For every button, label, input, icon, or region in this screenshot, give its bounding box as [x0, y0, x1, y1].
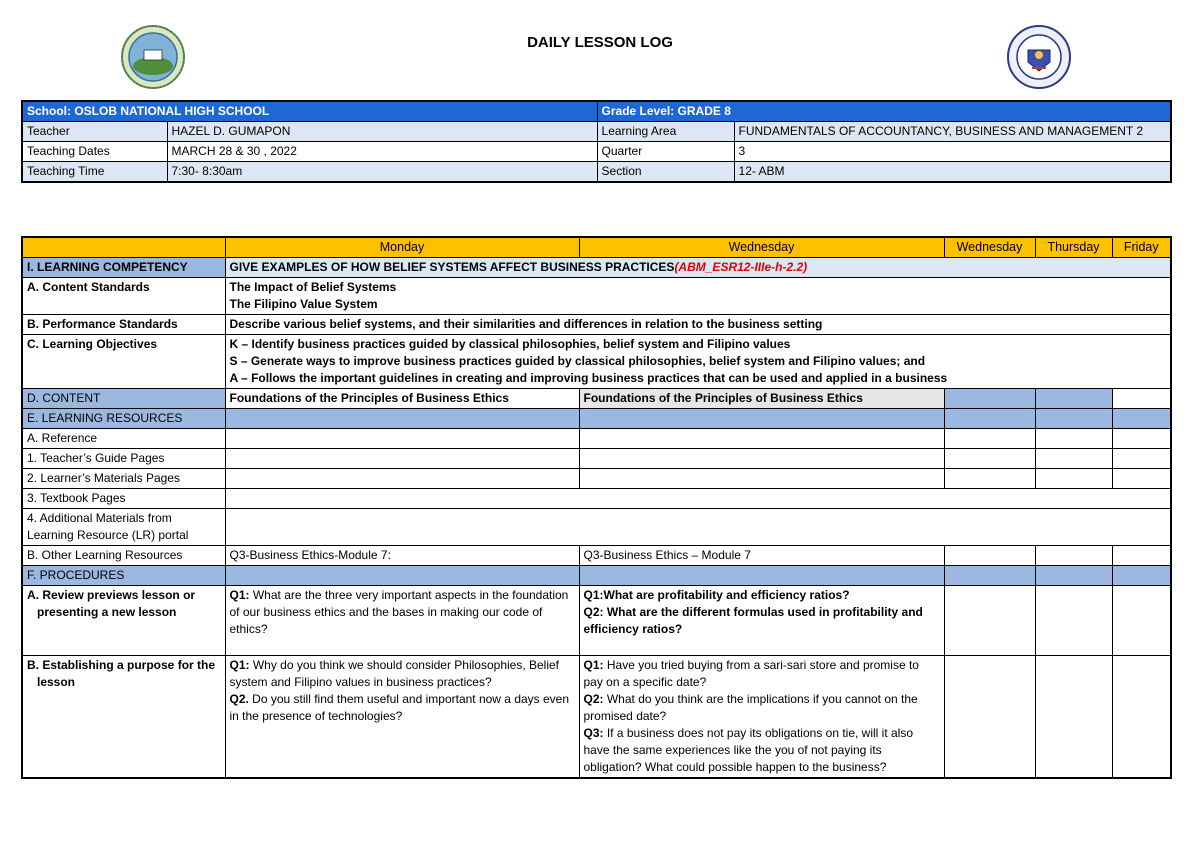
school-name: School: OSLOB NATIONAL HIGH SCHOOL [22, 101, 597, 122]
content-label: D. CONTENT [22, 389, 225, 409]
content-wednesday: Foundations of the Principles of Business Ethics [579, 389, 944, 409]
learning-objectives-value: K – Identify business practices guided by classical philosophies, belief system and Filipino values S – Generate ways to improve business practices guided by classical philosophies, belief system and Filipino values; and A – Follows the important guidelines in creating and improving business practices that can be used and applied in a business [225, 335, 1171, 389]
section-value: 12- ABM [734, 162, 1171, 183]
procedures-empty-cell [1035, 566, 1112, 586]
day-header-wednesday: Wednesday [579, 237, 944, 258]
teachers-guide-label: 1. Teacher’s Guide Pages [22, 449, 225, 469]
empty-cell [579, 469, 944, 489]
empty-cell [1035, 429, 1112, 449]
teacher-value: HAZEL D. GUMAPON [167, 122, 597, 142]
lesson-log-table [21, 236, 1172, 779]
content-standards-label: A. Content Standards [22, 278, 225, 315]
document-title: DAILY LESSON LOG [527, 34, 673, 51]
empty-cell [225, 449, 579, 469]
resources-empty-cell [225, 409, 579, 429]
procedures-empty-cell [1112, 566, 1171, 586]
learning-resources-label: E. LEARNING RESOURCES [22, 409, 225, 429]
reference-label: A. Reference [22, 429, 225, 449]
other-resources-wednesday: Q3-Business Ethics – Module 7 [579, 546, 944, 566]
teaching-time-label: Teaching Time [22, 162, 167, 183]
content-standards-value: The Impact of Belief Systems The Filipino Value System [225, 278, 1171, 315]
empty-cell [1112, 656, 1171, 779]
empty-cell [944, 449, 1035, 469]
grade-level: Grade Level: GRADE 8 [597, 101, 1171, 122]
purpose-monday: Q1: Why do you think we should consider Philosophies, Belief system and Filipino values in business practices? Q2. Do you still find them useful and important now a days even in the presence of technologies? [225, 656, 579, 779]
empty-cell [1112, 449, 1171, 469]
quarter-label: Quarter [597, 142, 734, 162]
resources-empty-cell [579, 409, 944, 429]
section-label: Section [597, 162, 734, 183]
empty-cell [225, 429, 579, 449]
performance-standards-value: Describe various belief systems, and their similarities and differences in relation to the business setting [225, 315, 1171, 335]
empty-cell [944, 469, 1035, 489]
competency-text: GIVE EXAMPLES OF HOW BELIEF SYSTEMS AFFECT BUSINESS PRACTICES(ABM_ESR12-IIIe-h-2.2) [225, 258, 1171, 278]
performance-standards-label: B. Performance Standards [22, 315, 225, 335]
empty-cell [1035, 546, 1112, 566]
empty-cell [944, 656, 1035, 779]
empty-cell [579, 429, 944, 449]
resources-empty-cell [944, 409, 1035, 429]
empty-cell [944, 586, 1035, 656]
teaching-dates-label: Teaching Dates [22, 142, 167, 162]
purpose-lesson-label: B. Establishing a purpose for the lesson [22, 656, 225, 779]
teacher-label: Teacher [22, 122, 167, 142]
empty-cell [1112, 586, 1171, 656]
content-empty-cell [1112, 389, 1171, 409]
learning-area-label: Learning Area [597, 122, 734, 142]
content-empty-cell [1035, 389, 1112, 409]
empty-cell [1112, 429, 1171, 449]
resources-empty-cell [1112, 409, 1171, 429]
empty-cell [1112, 469, 1171, 489]
empty-cell [944, 546, 1035, 566]
empty-cell [1035, 469, 1112, 489]
content-monday: Foundations of the Principles of Business Ethics [225, 389, 579, 409]
competency-label: I. LEARNING COMPETENCY [22, 258, 225, 278]
review-lesson-label: A. Review previews lesson or presenting a new lesson [22, 586, 225, 656]
other-resources-monday: Q3-Business Ethics-Module 7: [225, 546, 579, 566]
deped-seal-logo [1006, 24, 1072, 90]
day-header-wednesday-2: Wednesday [944, 237, 1035, 258]
empty-cell [1112, 546, 1171, 566]
review-wednesday: Q1:What are profitability and efficiency ratios? Q2: What are the different formulas used in profitability and efficiency ratios? [579, 586, 944, 656]
textbook-pages-label: 3. Textbook Pages [22, 489, 225, 509]
learners-materials-label: 2. Learner’s Materials Pages [22, 469, 225, 489]
quarter-value: 3 [734, 142, 1171, 162]
procedures-empty-cell [944, 566, 1035, 586]
empty-cell [225, 469, 579, 489]
info-table [21, 100, 1172, 183]
additional-materials-label: 4. Additional Materials from Learning Resource (LR) portal [22, 509, 225, 546]
day-header-thursday: Thursday [1035, 237, 1112, 258]
day-header-monday: Monday [225, 237, 579, 258]
empty-cell [944, 429, 1035, 449]
teaching-dates-value: MARCH 28 & 30 , 2022 [167, 142, 597, 162]
empty-cell [1035, 449, 1112, 469]
empty-cell [225, 489, 1171, 509]
procedures-label: F. PROCEDURES [22, 566, 225, 586]
content-empty-cell [944, 389, 1035, 409]
empty-cell [579, 449, 944, 469]
review-monday: Q1: What are the three very important aspects in the foundation of our business ethics and the bases in making our code of ethics? [225, 586, 579, 656]
empty-cell [1035, 656, 1112, 779]
learning-area-value: FUNDAMENTALS OF ACCOUNTANCY, BUSINESS AND MANAGEMENT 2 [734, 122, 1171, 142]
procedures-empty-cell [225, 566, 579, 586]
empty-cell [1035, 586, 1112, 656]
learning-objectives-label: C. Learning Objectives [22, 335, 225, 389]
header-blank-cell [22, 237, 225, 258]
procedures-empty-cell [579, 566, 944, 586]
teaching-time-value: 7:30- 8:30am [167, 162, 597, 183]
empty-cell [225, 509, 1171, 546]
resources-empty-cell [1035, 409, 1112, 429]
purpose-wednesday: Q1: Have you tried buying from a sari-sari store and promise to pay on a specific date? Q2: What do you think are the implications if you cannot on the promised date? Q3: If a business does not pay its obligations on tie, will it also have the same experiences like the you of not paying its obligation? What could possible happen to the business? [579, 656, 944, 779]
competency-code: (ABM_ESR12-IIIe-h-2.2) [674, 260, 808, 274]
day-header-friday: Friday [1112, 237, 1171, 258]
other-resources-label: B. Other Learning Resources [22, 546, 225, 566]
